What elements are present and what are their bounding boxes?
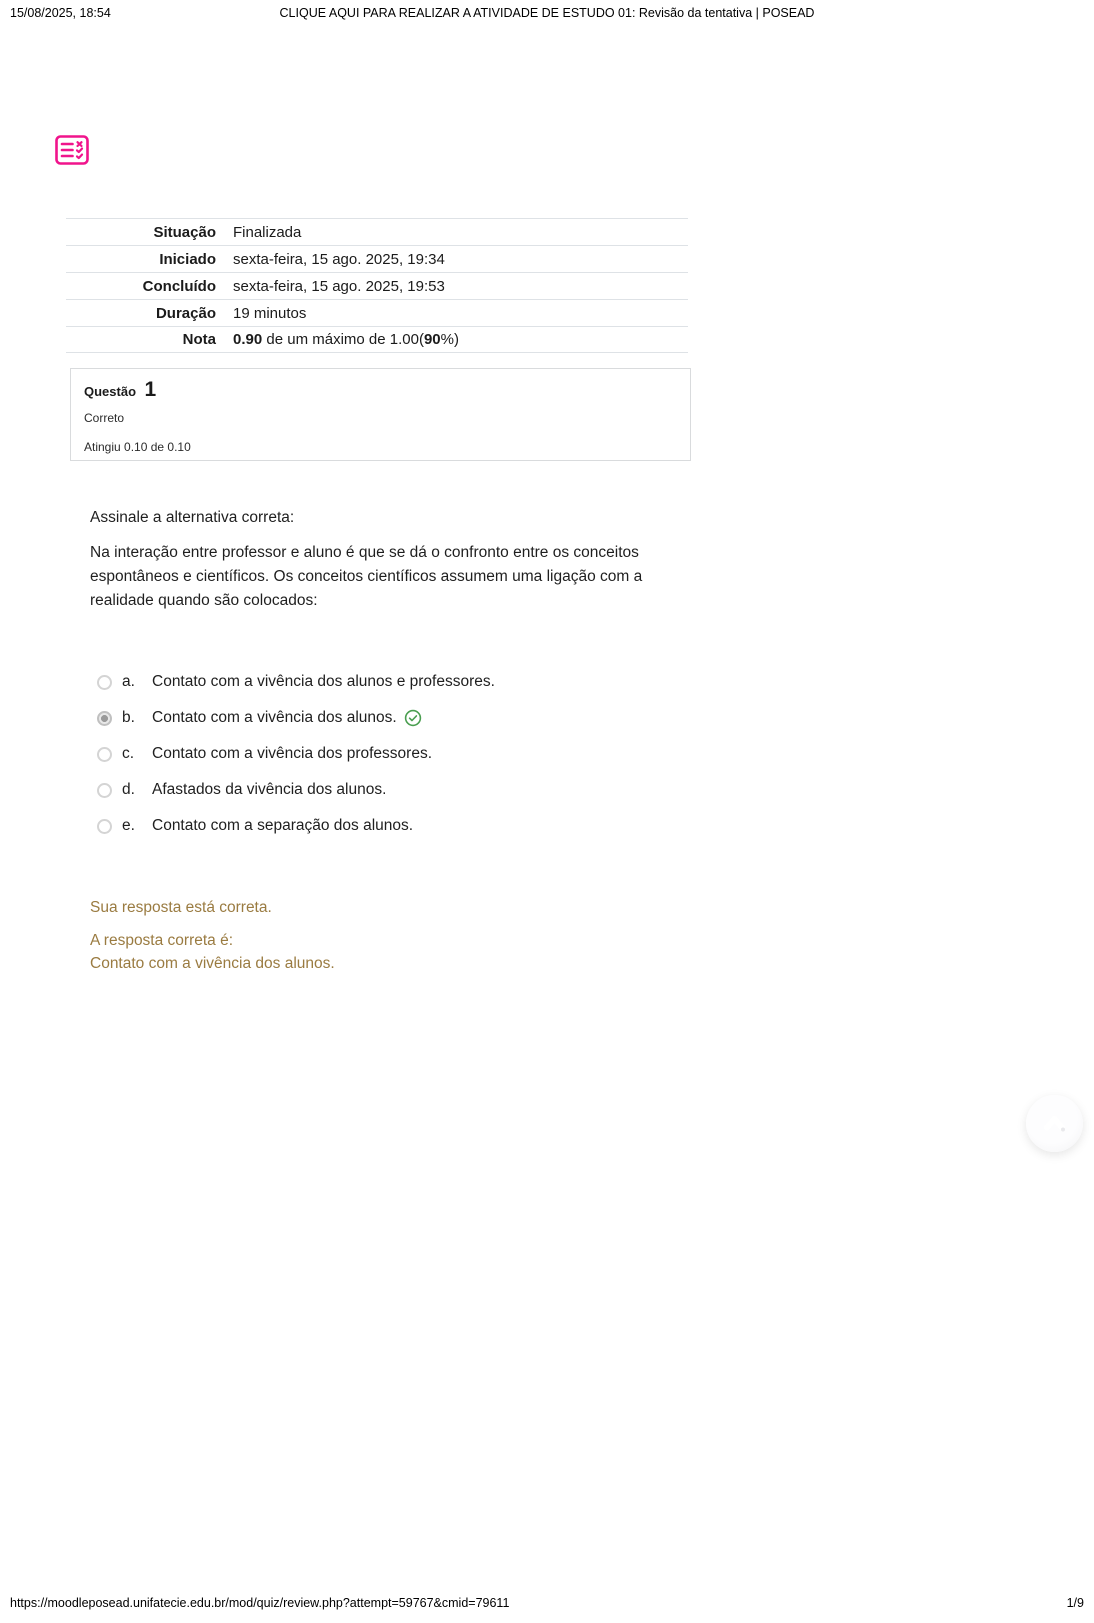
option-text: Afastados da vivência dos alunos. bbox=[152, 781, 387, 798]
feedback-correct-answer: Contato com a vivência dos alunos. bbox=[90, 955, 335, 972]
row-value: sexta-feira, 15 ago. 2025, 19:53 bbox=[233, 277, 445, 295]
option-e bbox=[97, 816, 697, 836]
print-footer bbox=[0, 1596, 1094, 1614]
row-label: Iniciado bbox=[159, 250, 216, 268]
option-a bbox=[97, 672, 697, 692]
grade-score: 0.90 bbox=[233, 331, 263, 348]
row-label: Duração bbox=[155, 304, 216, 322]
option-letter: e. bbox=[122, 817, 135, 834]
question-state: Correto bbox=[84, 411, 125, 425]
option-text: Contato com a vivência dos professores. bbox=[152, 745, 432, 762]
row-label: Situação bbox=[153, 223, 216, 241]
feedback-correct-label: A resposta correta é: bbox=[90, 932, 234, 949]
table-row bbox=[66, 299, 688, 326]
correct-check-icon bbox=[404, 709, 422, 727]
option-text: Contato com a separação dos alunos. bbox=[152, 817, 414, 834]
option-b bbox=[97, 708, 697, 728]
row-value: Finalizada bbox=[233, 223, 302, 241]
question-prompt-intro: Assinale a alternativa correta: bbox=[90, 509, 295, 526]
table-row bbox=[66, 272, 688, 299]
option-letter: c. bbox=[122, 745, 135, 762]
table-row bbox=[66, 218, 688, 245]
option-letter: d. bbox=[122, 781, 135, 798]
page-title: CLIQUE AQUI PARA REALIZAR A ATIVIDADE DE ESTUDO 01: Revisão da tentativa | POSEAD bbox=[279, 6, 815, 20]
question-feedback bbox=[90, 896, 335, 975]
option-d bbox=[97, 780, 697, 800]
row-value: 19 minutos bbox=[233, 304, 307, 322]
radio-option-c[interactable] bbox=[97, 747, 112, 762]
option-text: Contato com a vivência dos alunos. bbox=[152, 709, 397, 726]
attempt-summary-table bbox=[66, 218, 688, 353]
question-prompt-body: Na interação entre professor e aluno é que se dá o confronto entre os conceitos espontâneos e científicos. Os conceitos científicos assumem uma ligação com a realidade quando são colocados: bbox=[90, 544, 643, 609]
row-label: Concluído bbox=[142, 277, 216, 295]
radio-option-a[interactable] bbox=[97, 675, 112, 690]
grade-value bbox=[233, 331, 459, 348]
table-row-nota bbox=[66, 326, 688, 353]
print-header bbox=[0, 6, 1094, 24]
question-grade: Atingiu 0.10 de 0.10 bbox=[84, 440, 191, 454]
option-text: Contato com a vivência dos alunos e professores. bbox=[152, 673, 495, 690]
row-value: sexta-feira, 15 ago. 2025, 19:34 bbox=[233, 250, 445, 268]
grade-percent: 90 bbox=[423, 331, 441, 348]
print-page-indicator: 1/9 bbox=[1066, 1596, 1084, 1610]
radio-option-d[interactable] bbox=[97, 783, 112, 798]
print-url: https://moodleposead.unifatecie.edu.br/mod/quiz/review.php?attempt=59767&cmid=79611 bbox=[10, 1596, 510, 1610]
quiz-icon bbox=[55, 135, 89, 165]
scroll-to-top-button[interactable] bbox=[1026, 1095, 1083, 1152]
radio-option-e[interactable] bbox=[97, 819, 112, 834]
radio-option-b-selected[interactable] bbox=[97, 711, 112, 726]
question-label: Questão bbox=[84, 384, 137, 399]
answer-options bbox=[97, 672, 697, 852]
grade-suffix: %) bbox=[440, 331, 459, 348]
grade-middle: de um máximo de 1.00( bbox=[262, 331, 424, 348]
option-letter: a. bbox=[122, 673, 135, 690]
question-number: 1 bbox=[144, 378, 157, 401]
question-info-box bbox=[70, 368, 691, 461]
print-datetime: 15/08/2025, 18:54 bbox=[10, 6, 111, 20]
option-letter: b. bbox=[122, 709, 135, 726]
table-row bbox=[66, 245, 688, 272]
option-c bbox=[97, 744, 697, 764]
feedback-your-answer: Sua resposta está correta. bbox=[90, 899, 272, 916]
row-label: Nota bbox=[182, 331, 216, 348]
question-number-line bbox=[84, 378, 677, 404]
